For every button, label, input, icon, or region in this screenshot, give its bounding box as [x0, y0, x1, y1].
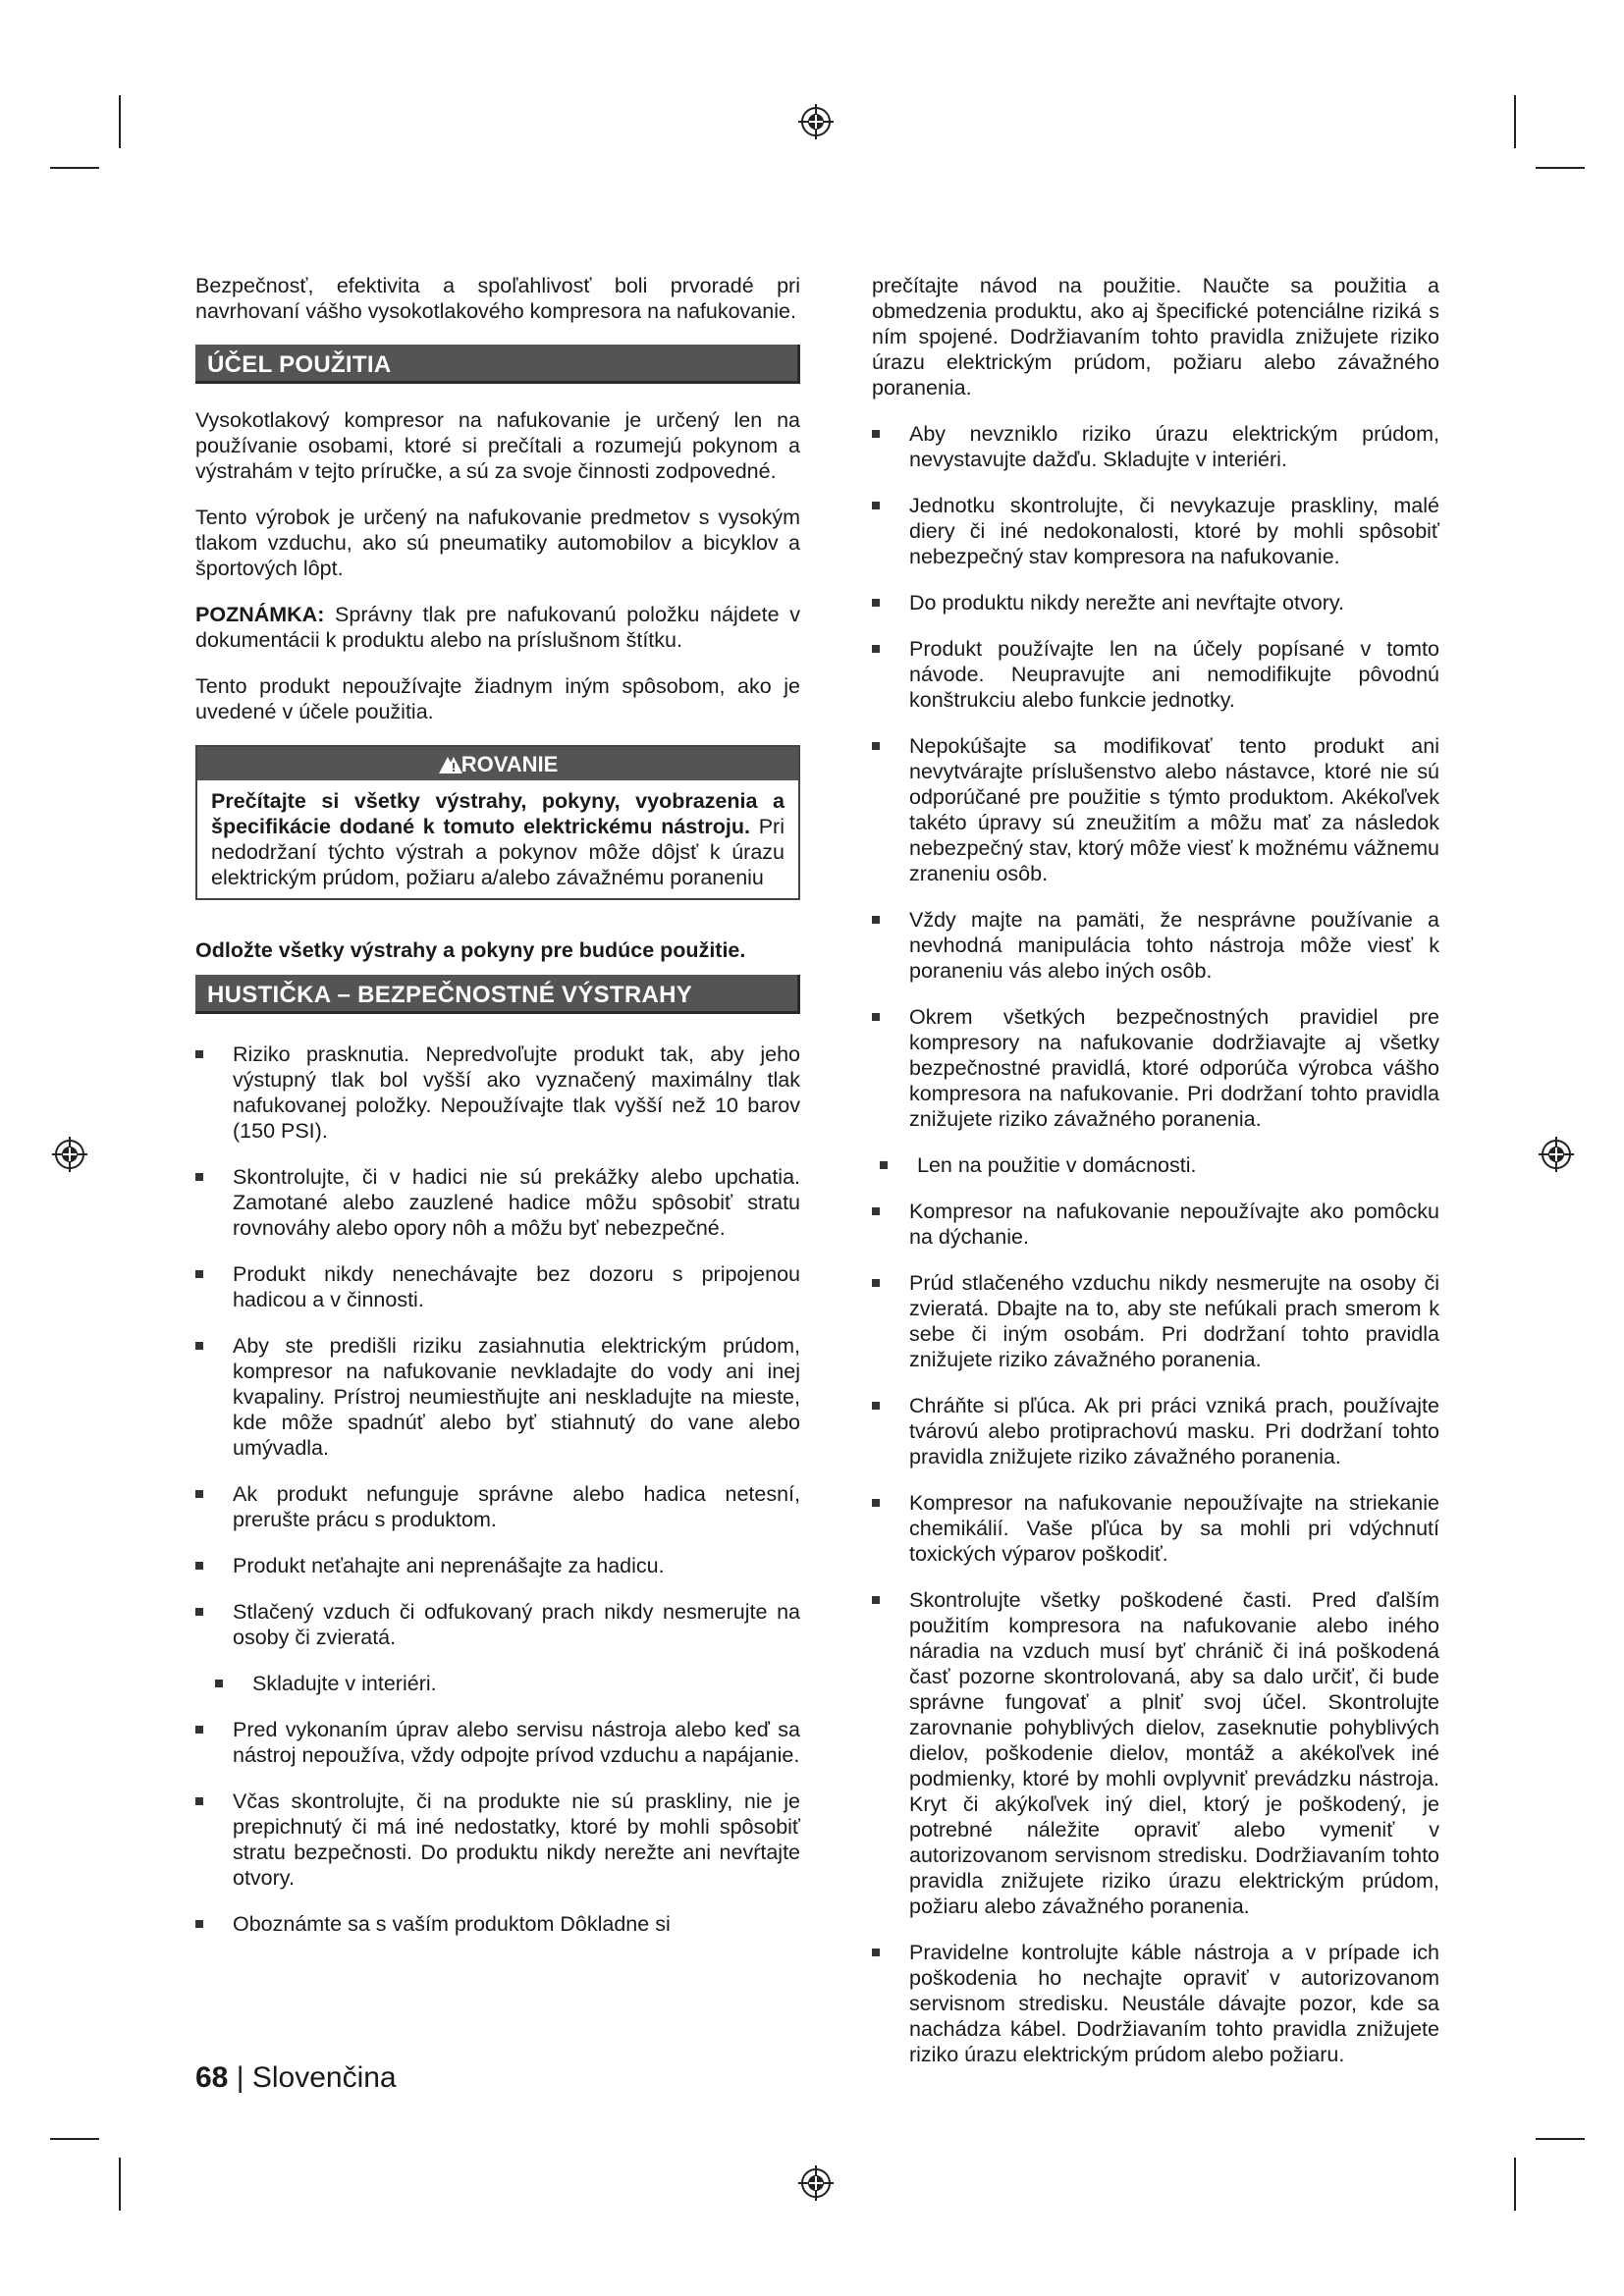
registration-mark-icon — [796, 2163, 836, 2203]
list-item: Kompresor na nafukovanie nepoužívajte ako pomôcku na dýchanie. — [872, 1199, 1439, 1250]
purpose-paragraph: Tento výrobok je určený na nafukovanie predmetov s vysokým tlakom vzduchu, ako sú pneumatiky automobilov a bicyklov a športových lôpt. — [195, 506, 800, 580]
list-item: Pred vykonaním úprav alebo servisu nástroja alebo keď sa nástroj nepoužíva, vždy odpojte prívod vzduchu a napájanie. — [195, 1717, 800, 1768]
sub-list-item: Len na použitie v domácnosti. — [872, 1152, 1439, 1178]
page-footer — [195, 2061, 397, 2095]
bullet-square-icon — [872, 1207, 880, 1215]
bullet-square-icon — [195, 1490, 203, 1498]
crop-mark — [119, 2158, 121, 2211]
bullet-square-icon — [872, 430, 880, 438]
list-item: Vždy majte na pamäti, že nesprávne používanie a nevhodná manipulácia tohto nástroja môže viesť k poraneniu vás alebo iných osôb. — [872, 907, 1439, 984]
section-heading-purpose: ÚČEL POUŽITIA — [195, 345, 800, 384]
bullet-square-icon — [195, 1173, 203, 1181]
page-number: 68 — [195, 2061, 229, 2094]
left-column — [195, 273, 800, 1957]
footer-separator: | — [228, 2061, 252, 2094]
list-item: Prúd stlačeného vzduchu nikdy nesmerujte na osoby či zvieratá. Dbajte na to, aby ste nefúkali prach smerom k sebe či iným osobám. Pri dodržaní tohto pravidla znižujete riziko závažného poranenia. — [872, 1270, 1439, 1372]
bullet-square-icon — [872, 1279, 880, 1287]
list-item: Produkt používajte len na účely popísané v tomto návode. Neupravujte ani nemodifikujte pôvodnú konštrukciu alebo funkcie jednotky. — [872, 636, 1439, 713]
bullet-square-icon — [195, 1920, 203, 1928]
bullet-square-icon — [872, 1013, 880, 1021]
bullet-square-icon — [195, 1342, 203, 1350]
bullet-square-icon — [872, 502, 880, 509]
crop-mark — [1514, 95, 1516, 148]
keep-instructions-note: Odložte všetky výstrahy a pokyny pre budúce použitie. — [195, 938, 746, 962]
crop-mark — [1536, 2138, 1585, 2140]
list-item: Kompresor na nafukovanie nepoužívajte na striekanie chemikálií. Vaše pľúca by sa mohli pri vdýchnutí toxických výparov poškodiť. — [872, 1490, 1439, 1567]
list-item: Stlačený vzduch či odfukovaný prach nikdy nesmerujte na osoby či zvieratá. — [195, 1599, 800, 1650]
bullet-square-icon — [195, 1562, 203, 1570]
bullet-square-icon — [872, 916, 880, 924]
list-item: Jednotku skontrolujte, či nevykazuje praskliny, malé diery či iné nedokonalosti, ktoré by mohli spôsobiť nebezpečný stav kompresora na nafukovanie. — [872, 493, 1439, 569]
intro-paragraph: Bezpečnosť, efektivita a spoľahlivosť boli prvoradé pri navrhovaní vášho vysokotlakového kompresora na nafukovanie. — [195, 274, 800, 323]
bullet-square-icon — [195, 1726, 203, 1734]
safety-list-continued — [872, 421, 1439, 2067]
bullet-square-icon — [872, 742, 880, 750]
bullet-square-icon — [872, 1402, 880, 1410]
list-item: Aby ste predišli riziku zasiahnutia elektrickým prúdom, kompresor na nafukovanie nevkladajte do vody ani inej kvapaliny. Prístroj neumiestňujte ani neskladujte na mieste, kde môže spadnúť alebo byť stiahnutý do vane alebo umývadla. — [195, 1333, 800, 1461]
list-item: Ak produkt nefunguje správne alebo hadica netesní, prerušte prácu s produktom. — [195, 1481, 800, 1532]
warning-title: ROVANIE — [460, 752, 559, 776]
crop-mark — [119, 95, 121, 148]
list-item: Pravidelne kontrolujte káble nástroja a v prípade ich poškodenia ho nechajte opraviť v autorizovanom servisnom stredisku. Neustále dávajte pozor, kde sa nachádza kábel. Dodržiavaním tohto pravidla znižujete riziko úrazu elektrickým prúdom alebo požiaru. — [872, 1940, 1439, 2067]
warning-body — [197, 780, 798, 898]
bullet-square-icon — [880, 1161, 888, 1169]
sub-list-item: Skladujte v interiéri. — [195, 1671, 800, 1696]
crop-mark — [50, 167, 99, 169]
list-item: Aby nevzniklo riziko úrazu elektrickým prúdom, nevystavujte dažďu. Skladujte v interiéri. — [872, 421, 1439, 472]
purpose-paragraph: Vysokotlakový kompresor na nafukovanie je určený len na používanie osobami, ktoré si prečítali a rozumejú pokynom a výstrahám v tejto príručke, a sú za svoje činnosti zodpovedné. — [195, 408, 800, 483]
list-item: Chráňte si pľúca. Ak pri práci vzniká prach, používajte tvárovú alebo protiprachovú masku. Pri dodržaní tohto pravidla znižujete riziko závažného poranenia. — [872, 1393, 1439, 1469]
list-item: Oboznámte sa s vaším produktom Dôkladne si — [195, 1911, 800, 1937]
note-paragraph — [195, 602, 800, 653]
note-text: Správny tlak pre nafukovanú položku nájdete v dokumentácii k produktu alebo na príslušnom štítku. — [195, 603, 800, 652]
warning-bold-text: Prečítajte si všetky výstrahy, pokyny, vyobrazenia a špecifikácie dodané k tomuto elektrickému nástroju. — [211, 789, 785, 838]
bullet-square-icon — [215, 1680, 223, 1687]
crop-mark — [1514, 2158, 1516, 2211]
section-heading-safety: HUSTIČKA – BEZPEČNOSTNÉ VÝSTRAHY — [195, 975, 800, 1014]
warning-box — [195, 745, 800, 900]
list-item: Včas skontrolujte, či na produkte nie sú praskliny, nie je prepichnutý či má iné nedostatky, ktoré by mohli spôsobiť stratu bezpečnosti. Do produktu nikdy nerežte ani nevŕtajte otvory. — [195, 1789, 800, 1891]
list-item: Do produktu nikdy nerežte ani nevŕtajte otvory. — [872, 590, 1439, 615]
list-item: Nepokúšajte sa modifikovať tento produkt ani nevytvárajte príslušenstvo alebo nástavce, ktoré nie sú odporúčané pre použitie s týmto produktom. Akékoľvek takéto úpravy sú zneužitím a môžu mať za následok nebezpečný stav, ktorý môže viesť k možnému vážnemu zraneniu osôb. — [872, 733, 1439, 886]
bullet-square-icon — [872, 1499, 880, 1507]
note-label: POZNÁMKA: — [195, 603, 325, 626]
list-item: Riziko prasknutia. Nepredvoľujte produkt tak, aby jeho výstupný tlak bol vyšší ako vyznačený maximálny tlak nafukovanej položky. Nepoužívajte tlak vyšší než 10 barov (150 PSI). — [195, 1041, 800, 1144]
right-column — [872, 273, 1439, 2088]
registration-mark-icon — [1537, 1135, 1576, 1174]
list-item: Skontrolujte všetky poškodené časti. Pred ďalším použitím kompresora na nafukovanie alebo iného náradia na vzduch musí byť chránič či iná poškodená časť pozorne skontrolovaná, aby sa dalo určiť, či bude správne fungovať a plniť svoj účel. Skontrolujte zarovnanie pohyblivých dielov, zaseknutie pohyblivých dielov, poškodenie dielov, montáž a akékoľvek iné podmienky, ktoré by mohli ovplyvniť prevádzku nástroja. Kryt či akýkoľvek iný diel, ktorý je poškodený, je potrebné náležite opraviť alebo vymeniť v autorizovanom servisnom stredisku. Dodržiavaním tohto pravidla znižujete riziko úrazu elektrickým prúdom, požiaru alebo závažného poranenia. — [872, 1587, 1439, 1919]
registration-mark-icon — [796, 102, 836, 141]
crop-mark — [1536, 167, 1585, 169]
continuation-paragraph: prečítajte návod na použitie. Naučte sa použitia a obmedzenia produktu, ako aj špecifické potenciálne riziká s ním spojené. Dodržiavaním tohto pravidla znižujete riziko úrazu elektrickým prúdom, požiaru alebo závažného poranenia. — [872, 274, 1439, 400]
list-item: Skontrolujte, či v hadici nie sú prekážky alebo upchatia. Zamotané alebo zauzlené hadice môžu spôsobiť stratu rovnováhy alebo opory nôh a môžu byť nebezpečné. — [195, 1164, 800, 1241]
warning-triangle-icon — [438, 755, 463, 774]
safety-list — [195, 1041, 800, 1937]
registration-mark-icon — [50, 1135, 89, 1174]
crop-mark — [50, 2138, 99, 2140]
list-item: Produkt neťahajte ani neprenášajte za hadicu. — [195, 1553, 800, 1578]
purpose-paragraph: Tento produkt nepoužívajte žiadnym iným spôsobom, ako je uvedené v účele použitia. — [195, 674, 800, 723]
bullet-square-icon — [195, 1797, 203, 1805]
bullet-square-icon — [195, 1050, 203, 1058]
warning-text: Pri nedodržaní týchto výstrah a pokynov môže dôjsť k úrazu elektrickým prúdom, požiaru a/alebo závažnému poraneniu — [211, 815, 785, 889]
footer-language: Slovenčina — [251, 2061, 397, 2094]
bullet-square-icon — [195, 1608, 203, 1616]
bullet-square-icon — [872, 1596, 880, 1604]
bullet-square-icon — [195, 1270, 203, 1278]
bullet-square-icon — [872, 1949, 880, 1956]
list-item: Okrem všetkých bezpečnostných pravidiel pre kompresory na nafukovanie dodržiavajte aj všetky bezpečnostné pravidlá, ktoré odporúča výrobca vášho kompresora na nafukovanie. Pri dodržaní tohto pravidla znižujete riziko závažného poranenia. — [872, 1004, 1439, 1132]
bullet-square-icon — [872, 645, 880, 653]
list-item: Produkt nikdy nenechávajte bez dozoru s pripojenou hadicou a v činnosti. — [195, 1261, 800, 1312]
bullet-square-icon — [872, 599, 880, 607]
warning-header — [197, 747, 798, 780]
